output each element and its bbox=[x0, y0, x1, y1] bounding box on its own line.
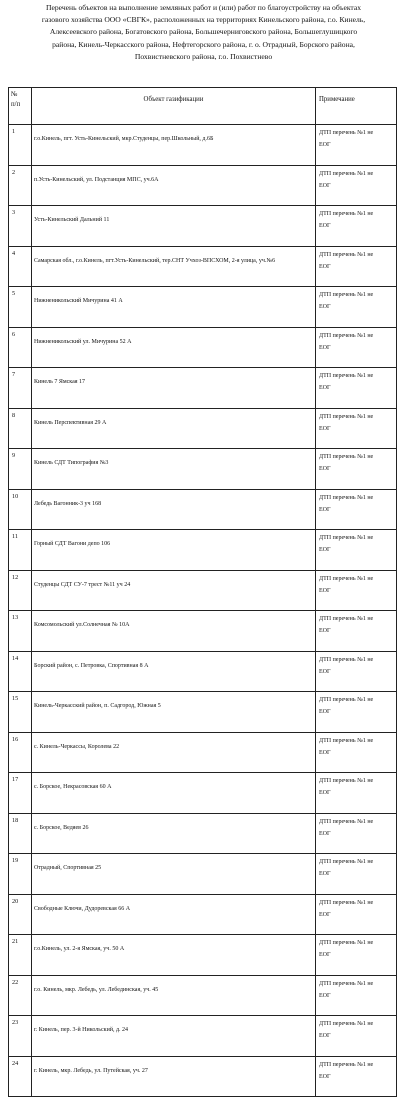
row-note-line2: ЕОГ bbox=[319, 1073, 331, 1080]
row-object: г.о. Кинель, мкр. Лебедь, ул. Лебединская, уч. 45 bbox=[32, 975, 316, 1016]
row-object: Отрадный, Спортивная 25 bbox=[32, 854, 316, 895]
table-row bbox=[9, 773, 397, 814]
row-number: 18 bbox=[9, 813, 32, 854]
row-note-line1: ДТП перечень №1 не bbox=[319, 373, 374, 379]
row-note bbox=[316, 692, 397, 733]
table-row bbox=[9, 1016, 397, 1057]
row-note-line2: ЕОГ bbox=[319, 790, 331, 796]
row-number: 13 bbox=[9, 611, 32, 652]
row-note-line2: ЕОГ bbox=[319, 385, 331, 391]
row-number: 20 bbox=[9, 894, 32, 935]
row-note bbox=[316, 773, 397, 814]
row-note bbox=[316, 570, 397, 611]
row-note bbox=[316, 813, 397, 854]
row-number: 9 bbox=[9, 449, 32, 490]
row-number: 23 bbox=[9, 1016, 32, 1057]
row-note-line2: ЕОГ bbox=[319, 911, 331, 918]
row-note bbox=[316, 732, 397, 773]
row-note bbox=[316, 975, 397, 1016]
row-note bbox=[316, 246, 397, 287]
table-row bbox=[9, 125, 397, 166]
table-row bbox=[9, 651, 397, 692]
row-note-line1: ДТП перечень №1 не bbox=[319, 899, 374, 906]
row-object: п.Усть-Кинельский, ул. Подстанция МПС, уч.6А bbox=[32, 165, 316, 206]
row-note bbox=[316, 1056, 397, 1097]
row-note-line1: ДТП перечень №1 не bbox=[319, 251, 374, 258]
row-number: 7 bbox=[9, 368, 32, 409]
row-number: 16 bbox=[9, 732, 32, 773]
row-note-line1: ДТП перечень №1 не bbox=[319, 494, 374, 501]
row-note-line2: ЕОГ bbox=[319, 709, 331, 715]
row-note-line1: ДТП перечень №1 не bbox=[319, 737, 374, 744]
row-note-line2: ЕОГ bbox=[319, 1033, 331, 1039]
row-note-line2: ЕОГ bbox=[319, 466, 331, 472]
table-row bbox=[9, 206, 397, 247]
row-note bbox=[316, 327, 397, 368]
row-number: 10 bbox=[9, 489, 32, 530]
row-note-line2: ЕОГ bbox=[319, 871, 331, 877]
row-object: г. Кинель, пер. 3-й Никольский, д. 24 bbox=[32, 1016, 316, 1057]
heading-line: газового хозяйства ООО «СВГК», расположенных на территориях Кинельского района, г.о. Кинель, bbox=[41, 15, 366, 25]
row-note-line1: ДТП перечень №1 не bbox=[319, 454, 374, 460]
row-object: Самарская обл., г.о.Кинель, пгт.Усть-Кинельский, тер.СНТ Учхоз-ВПСХОМ, 2-я улица, уч.№6 bbox=[32, 246, 316, 287]
row-number: 21 bbox=[9, 935, 32, 976]
row-note-line1: ДТП перечень №1 не bbox=[319, 940, 374, 946]
row-number: 8 bbox=[9, 408, 32, 449]
row-number: 22 bbox=[9, 975, 32, 1016]
row-object: Кинель Перспективная 29 А bbox=[32, 408, 316, 449]
heading-line: Алексеевского района, Богатовского района, Большечерниговского района, Большеглушицкого bbox=[49, 27, 358, 37]
row-object: Лебедь Вагонник-3 уч 168 bbox=[32, 489, 316, 530]
row-note-line1: ДТП перечень №1 не bbox=[319, 413, 374, 420]
table-row bbox=[9, 165, 397, 206]
table-row bbox=[9, 935, 397, 976]
row-note bbox=[316, 854, 397, 895]
table-row bbox=[9, 732, 397, 773]
row-note-line1: ДТП перечень №1 не bbox=[319, 575, 374, 582]
row-note-line1: ДТП перечень №1 не bbox=[319, 535, 374, 541]
row-note bbox=[316, 935, 397, 976]
row-note-line1: ДТП перечень №1 не bbox=[319, 211, 374, 217]
table-row bbox=[9, 287, 397, 328]
heading-line: района, Кинель-Черкасского района, Нефтегорского района, г. о. Отрадный, Борского района, bbox=[52, 39, 355, 49]
row-note-line2: ЕОГ bbox=[319, 547, 331, 553]
row-number: 6 bbox=[9, 327, 32, 368]
table-row bbox=[9, 530, 397, 571]
row-object: Кинель 7 Ямская 17 bbox=[32, 368, 316, 409]
table-header-row bbox=[9, 88, 397, 125]
header-number-line1: № bbox=[11, 91, 18, 98]
row-note-line2: ЕОГ bbox=[319, 223, 331, 229]
table-row bbox=[9, 813, 397, 854]
row-note-line1: ДТП перечень №1 не bbox=[319, 170, 374, 177]
row-object: Кинель-Черкасский район, п. Садгород, Южная 5 bbox=[32, 692, 316, 733]
row-note-line1: ДТП перечень №1 не bbox=[319, 130, 374, 136]
row-note-line1: ДТП перечень №1 не bbox=[319, 1061, 374, 1068]
table-row bbox=[9, 975, 397, 1016]
row-note-line2: ЕОГ bbox=[319, 304, 331, 310]
row-note-line2: ЕОГ bbox=[319, 182, 331, 189]
row-number: 12 bbox=[9, 570, 32, 611]
row-note-line1: ДТП перечень №1 не bbox=[319, 818, 374, 825]
row-note-line2: ЕОГ bbox=[319, 142, 331, 148]
row-note-line1: ДТП перечень №1 не bbox=[319, 616, 374, 622]
row-object: Борский район, с. Петровка, Спортивная 8 А bbox=[32, 651, 316, 692]
row-note bbox=[316, 489, 397, 530]
row-object: Усть-Кинельский Дальний 11 bbox=[32, 206, 316, 247]
row-note-line1: ДТП перечень №1 не bbox=[319, 778, 374, 784]
row-note bbox=[316, 408, 397, 449]
row-object: г.о.Кинель, пгт. Усть-Кинельский, мкр.Студенцы, пер.Школьный, д.6Б bbox=[32, 125, 316, 166]
row-note-line2: ЕОГ bbox=[319, 263, 331, 270]
table-row bbox=[9, 246, 397, 287]
table-row bbox=[9, 1056, 397, 1097]
row-object: Нижненикольский Мичурина 41 А bbox=[32, 287, 316, 328]
row-object: Нижненикольский ул. Мичурина 52 А bbox=[32, 327, 316, 368]
row-object: с. Борское, Ведяев 26 bbox=[32, 813, 316, 854]
row-note-line2: ЕОГ bbox=[319, 628, 331, 634]
row-number: 14 bbox=[9, 651, 32, 692]
header-number-line2: п/п bbox=[11, 101, 21, 108]
row-object: г. Кинель, мкр. Лебедь, ул. Путейская, уч. 27 bbox=[32, 1056, 316, 1097]
row-note-line2: ЕОГ bbox=[319, 344, 331, 351]
row-note-line1: ДТП перечень №1 не bbox=[319, 980, 374, 987]
row-note-line1: ДТП перечень №1 не bbox=[319, 697, 374, 703]
row-number: 24 bbox=[9, 1056, 32, 1097]
row-note-line2: ЕОГ bbox=[319, 830, 331, 837]
row-object: Горный СДТ Вагони депо 106 bbox=[32, 530, 316, 571]
row-number: 5 bbox=[9, 287, 32, 328]
row-note bbox=[316, 125, 397, 166]
row-object: г.о.Кинель, ул. 2-я Ямская, уч. 50 А bbox=[32, 935, 316, 976]
table-row bbox=[9, 854, 397, 895]
table-row bbox=[9, 894, 397, 935]
row-number: 11 bbox=[9, 530, 32, 571]
table-row bbox=[9, 327, 397, 368]
row-note-line2: ЕОГ bbox=[319, 992, 331, 999]
row-object: с. Борское, Некрасовская 60 А bbox=[32, 773, 316, 814]
table-row bbox=[9, 449, 397, 490]
row-object: Комсомольский ул.Солнечная № 10А bbox=[32, 611, 316, 652]
row-number: 19 bbox=[9, 854, 32, 895]
table-row bbox=[9, 408, 397, 449]
row-note bbox=[316, 165, 397, 206]
header-number bbox=[9, 88, 32, 125]
row-number: 1 bbox=[9, 125, 32, 166]
row-object: с. Кинель-Черкассы, Королева 22 bbox=[32, 732, 316, 773]
row-note-line2: ЕОГ bbox=[319, 668, 331, 675]
row-note bbox=[316, 530, 397, 571]
document-heading bbox=[8, 2, 399, 63]
row-note-line2: ЕОГ bbox=[319, 425, 331, 432]
row-note-line2: ЕОГ bbox=[319, 587, 331, 594]
table-row bbox=[9, 489, 397, 530]
row-note-line1: ДТП перечень №1 не bbox=[319, 292, 374, 298]
row-number: 17 bbox=[9, 773, 32, 814]
row-note-line2: ЕОГ bbox=[319, 952, 331, 958]
row-note-line1: ДТП перечень №1 не bbox=[319, 332, 374, 339]
row-note bbox=[316, 368, 397, 409]
table-row bbox=[9, 368, 397, 409]
row-note bbox=[316, 449, 397, 490]
row-note bbox=[316, 651, 397, 692]
heading-line: Перечень объектов на выполнение земляных работ и (или) работ по благоустройству на объектах bbox=[46, 3, 361, 12]
row-note bbox=[316, 287, 397, 328]
row-number: 4 bbox=[9, 246, 32, 287]
row-object: Студенцы СДТ СУ-7 трест №11 уч 24 bbox=[32, 570, 316, 611]
table-row bbox=[9, 692, 397, 733]
header-object: Объект газификации bbox=[32, 88, 316, 125]
row-note bbox=[316, 1016, 397, 1057]
table-row bbox=[9, 611, 397, 652]
row-number: 3 bbox=[9, 206, 32, 247]
objects-table bbox=[8, 87, 397, 1097]
row-note-line1: ДТП перечень №1 не bbox=[319, 1021, 374, 1027]
row-note bbox=[316, 611, 397, 652]
row-number: 15 bbox=[9, 692, 32, 733]
table-row bbox=[9, 570, 397, 611]
row-note bbox=[316, 206, 397, 247]
header-note: Примечание bbox=[316, 88, 397, 125]
row-object: Кинель СДТ Типография №3 bbox=[32, 449, 316, 490]
row-note-line2: ЕОГ bbox=[319, 506, 331, 513]
heading-line: Похвистневского района, г.о. Похвистнево bbox=[134, 51, 273, 61]
row-note-line1: ДТП перечень №1 не bbox=[319, 859, 374, 865]
row-object: Свободные Ключи, Дудоревская 66 А bbox=[32, 894, 316, 935]
row-note-line2: ЕОГ bbox=[319, 749, 331, 756]
row-note-line1: ДТП перечень №1 не bbox=[319, 656, 374, 663]
row-number: 2 bbox=[9, 165, 32, 206]
row-note bbox=[316, 894, 397, 935]
